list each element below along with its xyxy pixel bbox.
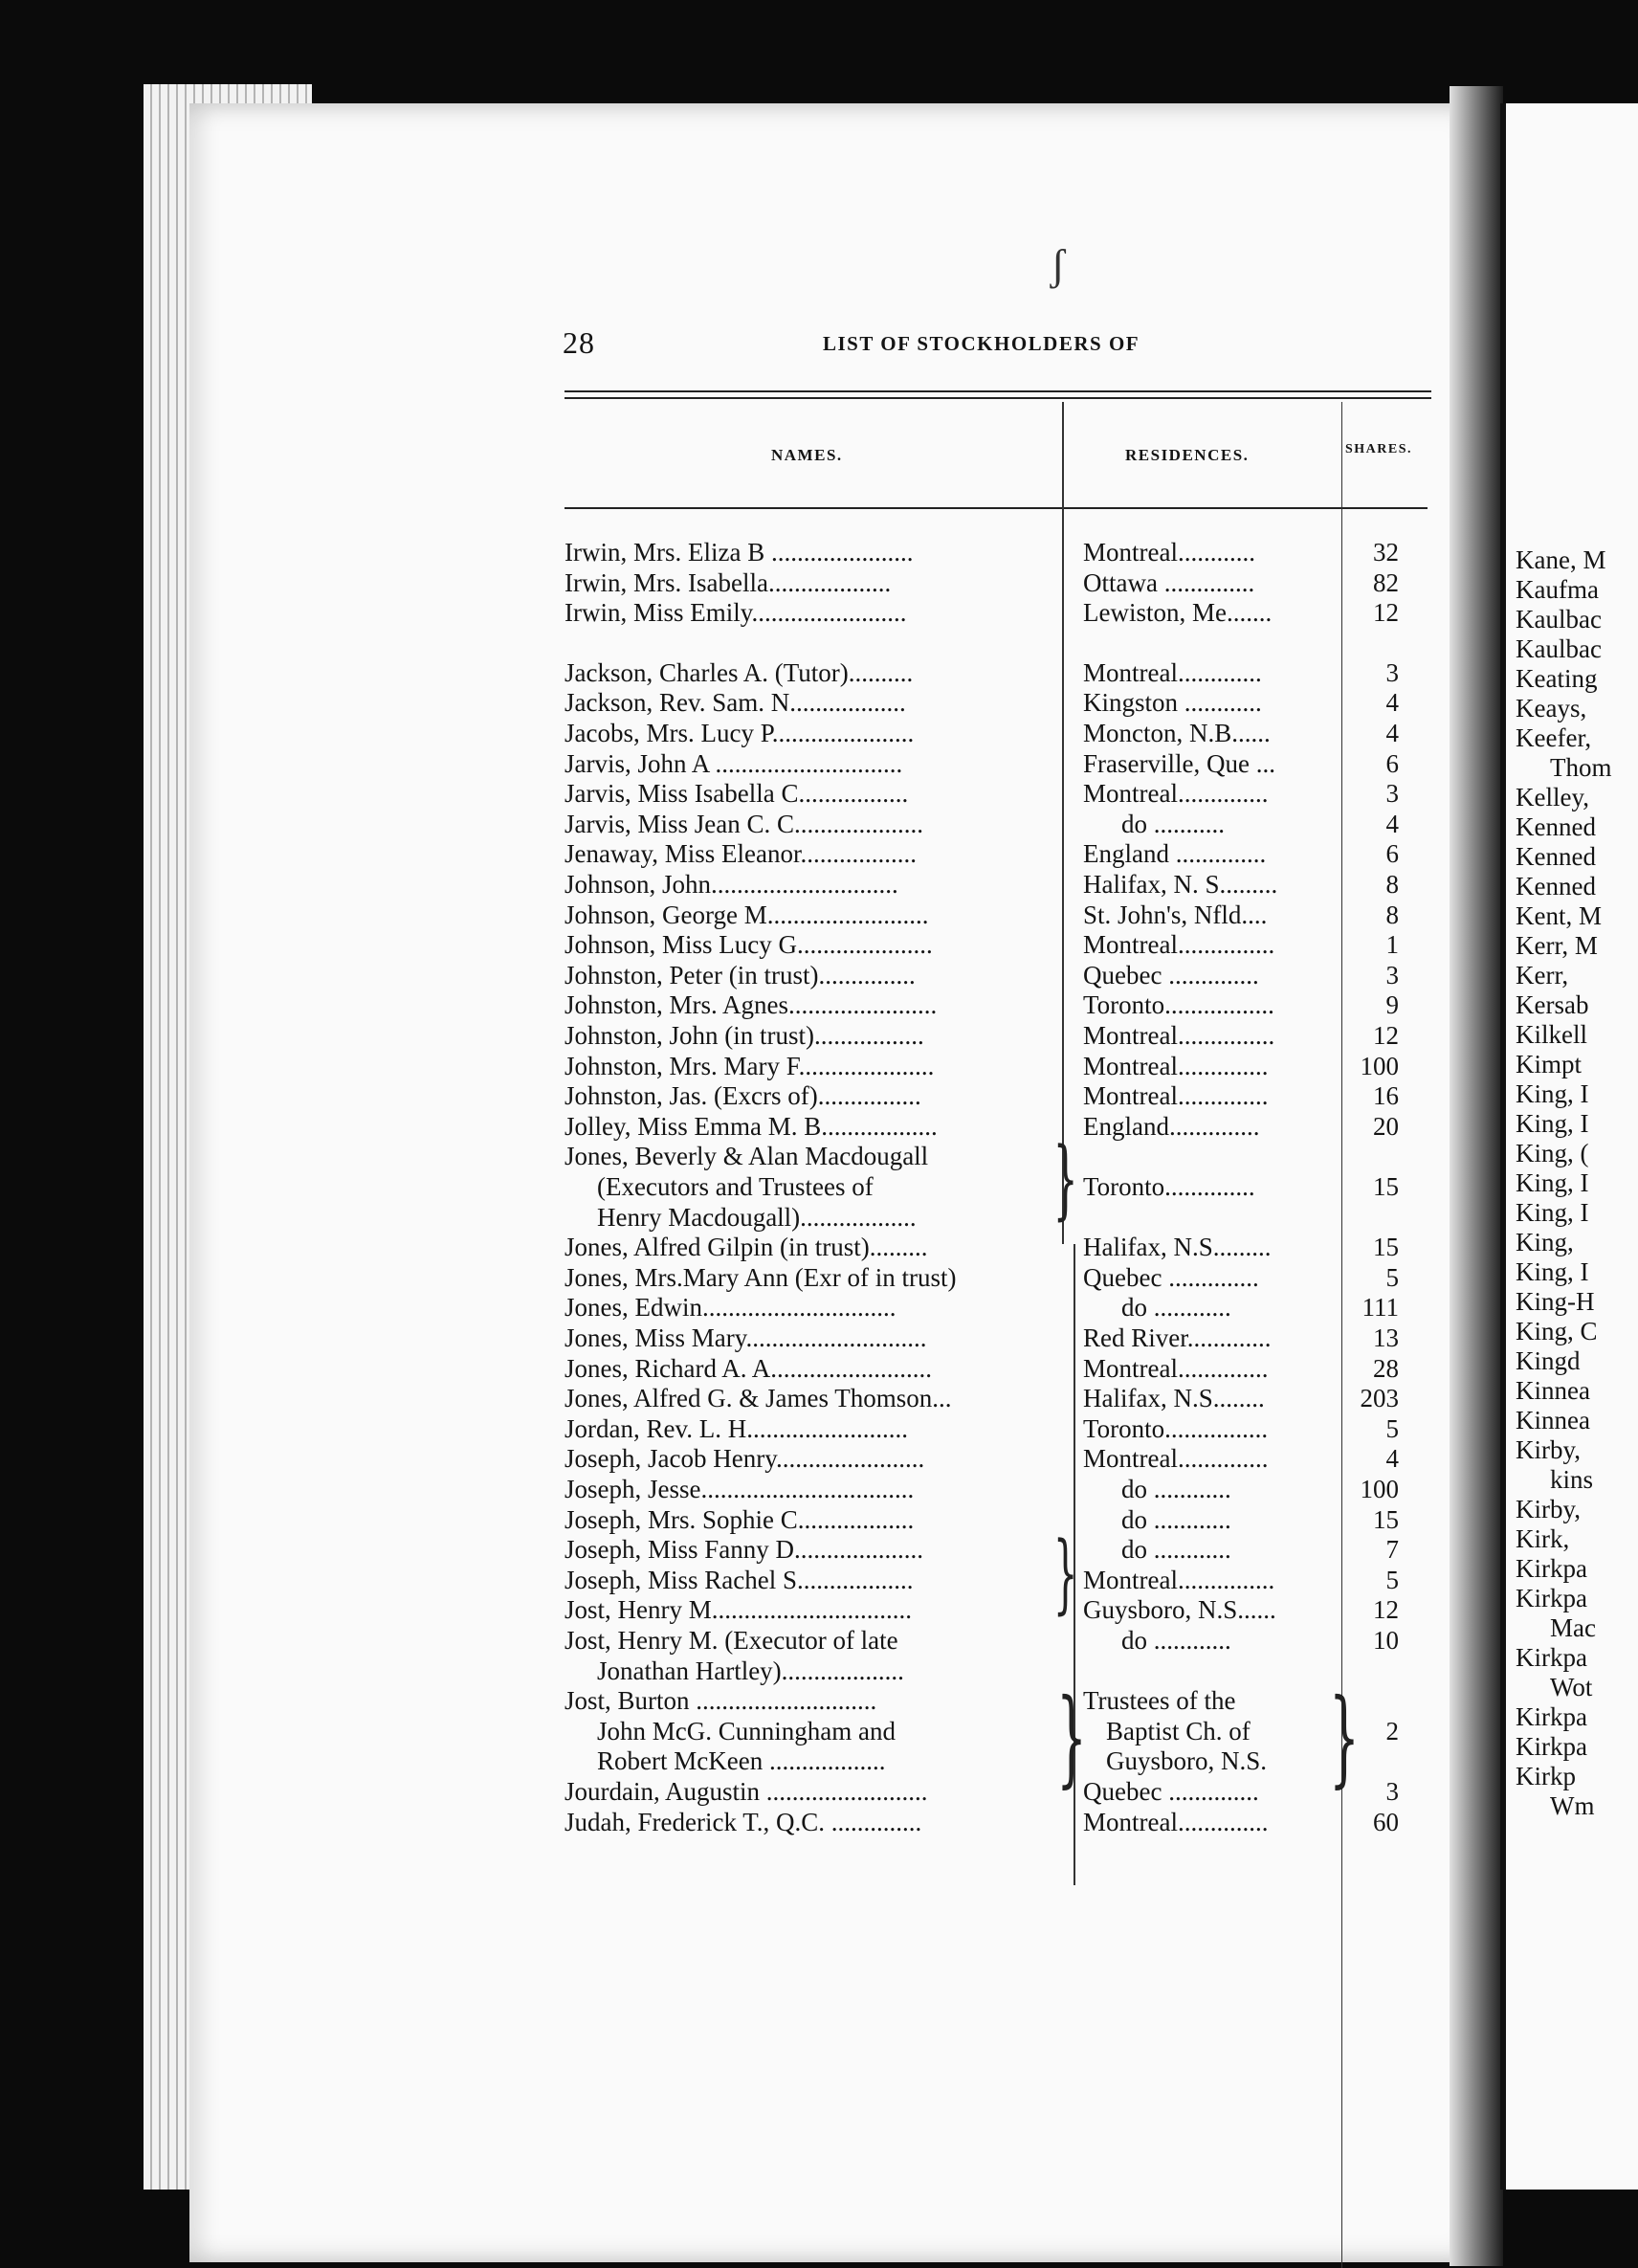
facing-page-name: Kirkp xyxy=(1516,1762,1576,1790)
residences-column-header: RESIDENCES. xyxy=(1125,446,1250,464)
stockholder-shares: 32 xyxy=(1373,538,1399,567)
facing-page-name: Kirkpa xyxy=(1516,1702,1587,1731)
stockholder-name: Jones, Richard A. A......................... xyxy=(564,1353,932,1383)
stockholder-residence: Fraserville, Que ... xyxy=(1083,748,1275,778)
stockholder-row xyxy=(564,1595,1426,1625)
stockholder-row xyxy=(564,901,1426,930)
facing-page-name: King, C xyxy=(1516,1317,1598,1345)
facing-page-name: King, I xyxy=(1516,1079,1589,1108)
stockholder-residence: Quebec .............. xyxy=(1083,1262,1259,1292)
stockholder-shares: 3 xyxy=(1385,657,1399,687)
facing-page-names xyxy=(1516,545,1612,1821)
stockholder-name: Jarvis, Miss Jean C. C.................... xyxy=(564,809,924,838)
stockholder-row xyxy=(564,1293,1426,1323)
stockholder-row xyxy=(564,1263,1426,1293)
stockholder-residence: do ........... xyxy=(1121,809,1225,838)
stockholder-row xyxy=(564,1505,1426,1535)
facing-page-name: Mac xyxy=(1550,1613,1596,1642)
stockholder-shares: 60 xyxy=(1373,1807,1399,1836)
stockholder-shares: 12 xyxy=(1373,1595,1399,1625)
facing-page-name: King, I xyxy=(1516,1168,1589,1197)
stockholder-name: Jost, Henry M. (Executor of late xyxy=(564,1626,898,1655)
facing-page-name: Keefer, xyxy=(1516,723,1592,752)
stockholder-shares: 4 xyxy=(1385,1444,1399,1474)
stockholder-row xyxy=(564,961,1426,990)
stockholder-shares: 4 xyxy=(1385,719,1399,747)
stockholder-row xyxy=(564,810,1426,839)
stockholder-row xyxy=(564,1203,1426,1233)
stockholder-name: Jacobs, Mrs. Lucy P...................... xyxy=(564,719,915,747)
stockholder-row xyxy=(564,1081,1426,1111)
stockholder-residence: do ............ xyxy=(1121,1535,1231,1565)
facing-page-name: Kerr, M xyxy=(1516,931,1598,960)
stockholder-residence: England .............. xyxy=(1083,839,1267,869)
stockholder-residence: Montreal.............. xyxy=(1083,1444,1269,1474)
stockholder-row xyxy=(564,1354,1426,1384)
facing-page-name: Kersab xyxy=(1516,990,1589,1019)
stockholder-shares: 3 xyxy=(1385,779,1399,809)
stockholder-residence: Montreal.............. xyxy=(1083,1081,1269,1111)
stockholder-residence: do ............ xyxy=(1121,1293,1231,1323)
stockholder-residence: Toronto................. xyxy=(1083,990,1274,1020)
stockholder-row xyxy=(564,1475,1426,1504)
stockholder-shares: 13 xyxy=(1373,1323,1399,1352)
stockholder-name: Irwin, Mrs. Isabella................... xyxy=(564,567,892,597)
facing-page-name: Kirk, xyxy=(1516,1524,1570,1553)
stockholder-shares: 6 xyxy=(1385,748,1399,778)
stockholder-shares: 2 xyxy=(1385,1716,1399,1745)
stockholder-row xyxy=(564,719,1426,748)
stockholder-residence: Montreal............... xyxy=(1083,930,1275,960)
stockholder-name: Joseph, Miss Rachel S.................. xyxy=(564,1565,914,1594)
stockholder-shares: 5 xyxy=(1385,1565,1399,1594)
stockholder-name: Irwin, Mrs. Eliza B ...................... xyxy=(564,538,914,567)
facing-page-name: King, I xyxy=(1516,1257,1589,1286)
stockholder-name: Jolley, Miss Emma M. B.................. xyxy=(564,1111,938,1141)
stockholder-shares: 8 xyxy=(1385,870,1399,899)
stockholder-row xyxy=(564,1323,1426,1353)
stockholder-shares: 15 xyxy=(1373,1504,1399,1534)
facing-page-name: Kinnea xyxy=(1516,1406,1590,1434)
stockholder-name: Joseph, Jacob Henry....................... xyxy=(564,1444,925,1474)
facing-page-name: King-H xyxy=(1516,1287,1595,1316)
stockholder-residence: Guysboro, N.S...... xyxy=(1083,1595,1276,1625)
stockholder-row xyxy=(564,1021,1426,1051)
facing-page-name: Kimpt xyxy=(1516,1050,1583,1078)
column-head-rule xyxy=(564,507,1428,509)
stockholder-shares: 8 xyxy=(1385,900,1399,929)
stockholder-residence: Toronto.............. xyxy=(1083,1172,1255,1201)
stockholder-shares: 28 xyxy=(1373,1353,1399,1383)
stockholder-residence: Montreal............... xyxy=(1083,1021,1275,1050)
stockholder-shares: 100 xyxy=(1360,1051,1399,1080)
stockholder-name: Jarvis, John A ............................. xyxy=(564,748,903,778)
stockholder-residence: Quebec .............. xyxy=(1083,960,1259,989)
facing-page-name: Kaulbac xyxy=(1516,605,1602,634)
stockholder-shares: 5 xyxy=(1385,1262,1399,1292)
stockholder-row xyxy=(564,1686,1426,1716)
stockholder-shares: 16 xyxy=(1373,1081,1399,1111)
facing-page-name: Kaulbac xyxy=(1516,634,1602,663)
stockholder-residence: Montreal............. xyxy=(1083,657,1262,687)
stockholder-name: Joseph, Mrs. Sophie C.................. xyxy=(564,1504,915,1534)
facing-page-name: Kenned xyxy=(1516,872,1596,901)
stockholder-row xyxy=(564,1746,1426,1776)
stockholder-name: (Executors and Trustees of xyxy=(597,1172,874,1201)
stockholder-residence: Guysboro, N.S. xyxy=(1106,1746,1268,1776)
stockholder-shares: 111 xyxy=(1361,1293,1399,1323)
stockholder-row xyxy=(564,1414,1426,1444)
stockholder-residence: Baptist Ch. of xyxy=(1106,1716,1251,1745)
facing-page-name: King, xyxy=(1516,1228,1574,1256)
stockholder-row xyxy=(564,658,1426,688)
names-column-header: NAMES. xyxy=(771,446,843,464)
stockholder-shares: 3 xyxy=(1385,1777,1399,1806)
stockholder-name: Johnson, George M......................... xyxy=(564,900,929,929)
brace-jones-macdougall: } xyxy=(1052,1129,1078,1230)
stockholder-name: Robert McKeen .................. xyxy=(597,1746,886,1776)
stockholder-name: Joseph, Jesse................................. xyxy=(564,1475,915,1503)
stockholder-residence: Montreal.............. xyxy=(1083,1051,1269,1080)
stockholder-shares: 4 xyxy=(1385,688,1399,718)
stockholder-residence: do ............ xyxy=(1121,1626,1231,1655)
stockholder-shares: 3 xyxy=(1385,960,1399,989)
facing-page-name: Kirby, xyxy=(1516,1435,1581,1464)
stockholder-name: Jones, Alfred G. & James Thomson... xyxy=(564,1384,952,1413)
stockholder-row xyxy=(564,1052,1426,1081)
stockholder-name: Johnston, Peter (in trust)............... xyxy=(564,960,916,989)
stockholder-residence: Red River............. xyxy=(1083,1323,1272,1352)
shares-column-header: SHARES. xyxy=(1345,442,1413,456)
stockholder-name: Jones, Miss Mary............................ xyxy=(564,1323,927,1352)
brace-jost-hartley: } xyxy=(1052,1523,1078,1624)
facing-page-name: Kaufma xyxy=(1516,575,1599,604)
stockholder-row xyxy=(564,1142,1426,1171)
stockholder-row xyxy=(564,779,1426,809)
facing-page-name: Kirkpa xyxy=(1516,1732,1587,1761)
facing-page-name: Kirkpa xyxy=(1516,1584,1587,1612)
stockholder-row xyxy=(564,1444,1426,1474)
facing-page-name: Kerr, xyxy=(1516,961,1569,989)
page-number: 28 xyxy=(563,325,595,360)
stockholder-row xyxy=(564,538,1426,567)
stockholder-name: Johnston, Mrs. Mary F..................... xyxy=(564,1051,935,1080)
facing-page-name: kins xyxy=(1550,1465,1594,1494)
stockholder-shares: 82 xyxy=(1373,567,1399,597)
facing-page-name: Thom xyxy=(1550,753,1612,782)
stockholder-row xyxy=(564,1717,1426,1746)
facing-page-name: King, I xyxy=(1516,1198,1589,1227)
stockholder-name: Jones, Edwin.............................. xyxy=(564,1293,896,1323)
facing-page-name: Kinnea xyxy=(1516,1376,1590,1405)
stockholder-shares: 12 xyxy=(1373,1021,1399,1050)
facing-page-name: Kane, M xyxy=(1516,545,1606,574)
stockholder-residence: Halifax, N.S........ xyxy=(1083,1384,1265,1413)
facing-page-name: Kenned xyxy=(1516,842,1596,871)
facing-page-name: Keating xyxy=(1516,664,1598,693)
facing-page-name: Kingd xyxy=(1516,1346,1581,1375)
stockholder-name: Johnson, Miss Lucy G..................... xyxy=(564,930,933,960)
stockholder-residence: Montreal............ xyxy=(1083,538,1255,567)
stockholder-residence: Kingston ............ xyxy=(1083,688,1262,718)
facing-page-name: Kent, M xyxy=(1516,901,1602,930)
stockholder-shares: 1 xyxy=(1385,930,1399,960)
stockholder-residence: England.............. xyxy=(1083,1111,1260,1141)
stockholder-residence: Quebec .............. xyxy=(1083,1777,1259,1806)
facing-page-name: King, I xyxy=(1516,1109,1589,1138)
stockholder-name: John McG. Cunningham and xyxy=(597,1716,896,1745)
stockholder-shares: 203 xyxy=(1360,1384,1399,1413)
stockholder-residence: Montreal.............. xyxy=(1083,779,1269,809)
stockholder-name: Jordan, Rev. L. H......................... xyxy=(564,1413,908,1443)
stockholder-row xyxy=(564,930,1426,960)
stockholder-residence: Toronto................ xyxy=(1083,1413,1269,1443)
facing-page-name: King, ( xyxy=(1516,1139,1589,1167)
stockholder-row xyxy=(564,1626,1426,1656)
stockholder-residence: St. John's, Nfld.... xyxy=(1083,900,1268,929)
stockholder-row xyxy=(564,1566,1426,1595)
running-title: LIST OF STOCKHOLDERS OF xyxy=(823,332,1140,355)
facing-page-name: Kilkell xyxy=(1516,1020,1587,1049)
stockholder-row xyxy=(564,1112,1426,1142)
stockholder-residence: Ottawa .............. xyxy=(1083,567,1255,597)
facing-page-name: Kelley, xyxy=(1516,783,1589,812)
stockholder-shares: 100 xyxy=(1360,1475,1399,1503)
stockholder-residence: Trustees of the xyxy=(1083,1686,1236,1716)
facing-page-name: Kirkpa xyxy=(1516,1554,1587,1583)
header-rule-double xyxy=(564,397,1431,399)
stockholder-name: Jonathan Hartley)................... xyxy=(597,1656,904,1685)
stockholder-name: Jackson, Charles A. (Tutor).......... xyxy=(564,657,914,687)
ink-mark: ʃ xyxy=(1051,240,1066,289)
facing-page-name: Wm xyxy=(1550,1791,1595,1820)
stockholder-row xyxy=(564,870,1426,900)
stockholder-name: Jourdain, Augustin ......................... xyxy=(564,1777,928,1806)
stockholder-residence: Halifax, N. S......... xyxy=(1083,870,1278,899)
stockholder-name: Johnston, John (in trust)................. xyxy=(564,1021,924,1050)
stockholder-name: Jenaway, Miss Eleanor.................. xyxy=(564,839,917,869)
stockholder-name: Jarvis, Miss Isabella C................. xyxy=(564,779,909,809)
stockholder-shares: 15 xyxy=(1373,1233,1399,1262)
stockholder-name: Judah, Frederick T., Q.C. .............. xyxy=(564,1807,922,1836)
stockholder-shares: 5 xyxy=(1385,1413,1399,1443)
stockholder-name: Irwin, Miss Emily........................ xyxy=(564,598,907,628)
facing-page-name: Kenned xyxy=(1516,812,1596,841)
stockholder-shares: 4 xyxy=(1385,809,1399,838)
stockholder-row xyxy=(564,990,1426,1020)
stockholder-row xyxy=(564,1172,1426,1202)
stockholder-shares: 20 xyxy=(1373,1111,1399,1141)
stockholder-shares: 10 xyxy=(1373,1626,1399,1655)
stockholder-shares: 12 xyxy=(1373,598,1399,628)
stockholder-residence: do ............ xyxy=(1121,1475,1231,1503)
header-rule xyxy=(564,390,1431,392)
stockholder-row xyxy=(564,839,1426,869)
stockholder-row xyxy=(564,1777,1426,1807)
stockholder-row xyxy=(564,1808,1426,1837)
book-gutter xyxy=(1450,86,1503,2266)
stockholder-row xyxy=(564,1384,1426,1413)
stockholder-name: Joseph, Miss Fanny D.................... xyxy=(564,1535,924,1565)
stockholder-name: Jones, Alfred Gilpin (in trust)......... xyxy=(564,1233,928,1262)
brace-jost-burton: } xyxy=(1056,1676,1087,1798)
facing-page-strip xyxy=(1500,103,1638,2190)
stockholder-name: Jost, Henry M............................... xyxy=(564,1595,912,1625)
stockholder-row xyxy=(564,568,1426,598)
stockholder-shares: 15 xyxy=(1373,1172,1399,1201)
stockholder-name: Johnson, John............................. xyxy=(564,870,898,899)
stockholder-residence: Moncton, N.B...... xyxy=(1083,719,1271,747)
facing-page-name: Kirby, xyxy=(1516,1495,1581,1523)
stockholder-row xyxy=(564,598,1426,628)
stockholder-residence: do ............ xyxy=(1121,1504,1231,1534)
stockholder-row xyxy=(564,749,1426,779)
stockholder-row xyxy=(564,1535,1426,1565)
stockholder-shares: 7 xyxy=(1385,1535,1399,1565)
stockholder-name: Johnston, Mrs. Agnes....................... xyxy=(564,990,938,1020)
stockholder-residence: Montreal............... xyxy=(1083,1565,1275,1594)
stockholder-residence: Halifax, N.S......... xyxy=(1083,1233,1272,1262)
stockholder-name: Johnston, Jas. (Excrs of)................ xyxy=(564,1081,921,1111)
stockholder-name: Jones, Mrs.Mary Ann (Exr of in trust) xyxy=(564,1262,957,1292)
stockholder-name: Jones, Beverly & Alan Macdougall xyxy=(564,1142,929,1171)
stockholder-shares: 9 xyxy=(1385,990,1399,1020)
stockholder-residence: Montreal.............. xyxy=(1083,1353,1269,1383)
stockholder-row xyxy=(564,688,1426,718)
facing-page-name: Kirkpa xyxy=(1516,1643,1587,1672)
stockholder-residence: Montreal.............. xyxy=(1083,1807,1269,1836)
stockholder-residence: Lewiston, Me....... xyxy=(1083,598,1273,628)
facing-page-name: Wot xyxy=(1550,1673,1593,1701)
stockholder-row xyxy=(564,1233,1426,1262)
brace-baptist-trustees: } xyxy=(1329,1676,1360,1798)
stockholder-row xyxy=(564,1657,1426,1686)
facing-page-name: Keays, xyxy=(1516,694,1587,723)
stockholder-name: Jackson, Rev. Sam. N.................. xyxy=(564,688,906,718)
stockholder-name: Jost, Burton ............................ xyxy=(564,1686,877,1716)
stockholder-shares: 6 xyxy=(1385,839,1399,869)
stockholder-name: Henry Macdougall).................. xyxy=(597,1202,917,1232)
